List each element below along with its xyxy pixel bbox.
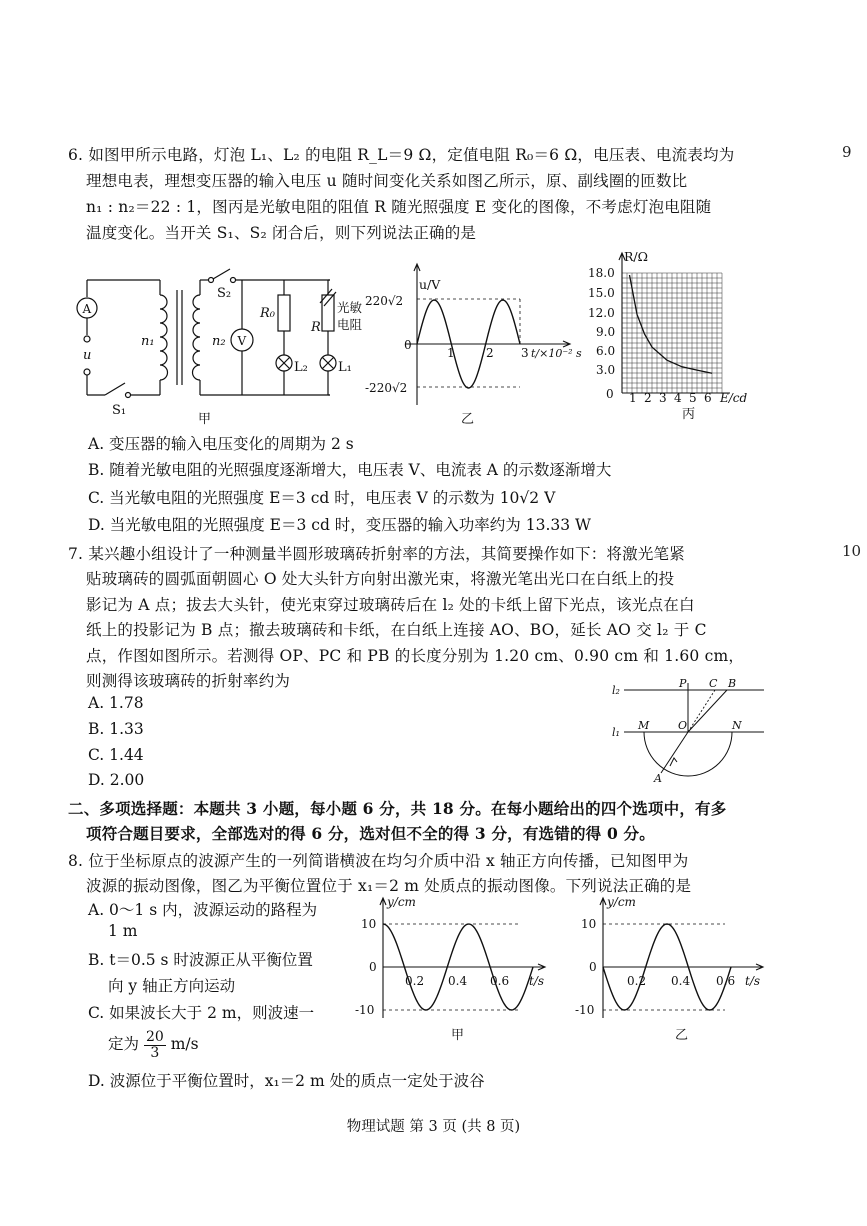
- page-footer: 物理试题 第 3 页 (共 8 页): [346, 1119, 521, 1135]
- q7-stem-line: 点，作图如图所示。若测得 OP、PC 和 PB 的长度分别为 1.20 cm、0.90 cm 和 1.60 cm，: [86, 647, 745, 665]
- x-tick-label: 3: [659, 391, 667, 405]
- y-tick-label: 0: [404, 338, 412, 352]
- x-tick-label: 4: [674, 391, 682, 405]
- y-axis-label: y/cm: [387, 895, 416, 909]
- y-tick-label: 12.0: [588, 306, 615, 320]
- line-label-l2: l₂: [612, 684, 620, 697]
- figure-caption: 甲: [451, 1028, 465, 1043]
- q7-stem-line: 影记为 A 点；拔去大头针，使光束穿过玻璃砖后在 l₂ 处的卡纸上留下光点，该光点在白: [86, 596, 695, 614]
- n2-label: n₂: [212, 334, 226, 349]
- y-tick-label: -10: [575, 1003, 595, 1017]
- section-heading: 项符合题目要求，全部选对的得 6 分，选对但不全的得 3 分，有选错的得 0 分。: [86, 824, 655, 843]
- n1-label: n₁: [141, 334, 155, 349]
- figure-caption: 甲: [198, 412, 212, 427]
- x-tick-label: 1: [629, 391, 637, 405]
- x-tick-label: 0.2: [627, 974, 647, 988]
- fraction: [144, 1030, 166, 1060]
- l2-label: L₂: [294, 360, 308, 375]
- x-tick-label: 5: [689, 391, 697, 405]
- figure-caption: 乙: [461, 412, 475, 427]
- photoresistor-label: 光敏: [337, 300, 363, 315]
- u-label: u: [83, 348, 92, 363]
- x-tick-label: 3: [521, 346, 529, 360]
- ammeter-label: A: [82, 302, 92, 316]
- option-c-prefix: 定为: [108, 1035, 140, 1054]
- voltage-time-chart: [365, 255, 585, 425]
- x-tick-label: 6: [704, 391, 712, 405]
- x-tick-label: 2: [486, 346, 494, 360]
- x-tick-label: 0.6: [716, 974, 736, 988]
- circuit-diagram: [70, 255, 370, 425]
- fraction-denominator: 3: [150, 1044, 160, 1061]
- q7-option-d: D. 2.00: [88, 771, 145, 789]
- q7-stem-line: 7. 某兴趣小组设计了一种测量半圆形玻璃砖折射率的方法，其简要操作如下：将激光笔紧: [68, 545, 685, 563]
- y-axis-label: u/V: [419, 277, 441, 292]
- y-tick-label: 3.0: [596, 363, 616, 377]
- q7-stem-line: 则测得该玻璃砖的折射率约为: [86, 672, 291, 690]
- resistance-illuminance-chart: [580, 245, 770, 420]
- q8-stem-line: 波源的振动图像，图乙为平衡位置位于 x₁＝2 m 处质点的振动图像。下列说法正确的是: [86, 877, 692, 895]
- point-label-a: A: [654, 772, 662, 785]
- y-tick-label: 0: [369, 960, 377, 974]
- q6-option-a: A. 变压器的输入电压变化的周期为 2 s: [88, 435, 354, 453]
- margin-number: 10: [842, 542, 862, 560]
- q7-stem-line: 贴玻璃砖的圆弧面朝圆心 O 处大头针方向射出激光束，将激光笔出光口在白纸上的投: [86, 570, 675, 588]
- wave-chart-yi: [575, 893, 775, 1043]
- r0-label: R₀: [260, 306, 275, 321]
- figure-caption: 丙: [682, 407, 696, 422]
- y-tick-label: 0: [606, 387, 614, 401]
- y-tick-label: 15.0: [588, 286, 615, 300]
- y-tick-label: 6.0: [596, 344, 616, 358]
- line-label-l1: l₁: [612, 726, 620, 739]
- q8-option-c: [108, 1030, 199, 1060]
- s2-label: S₂: [217, 286, 232, 301]
- section-heading: 二、多项选择题：本题共 3 小题，每小题 6 分，共 18 分。在每小题给出的四个选项中，有多: [68, 799, 727, 818]
- q6-stem-line: n₁ : n₂＝22 : 1，图丙是光敏电阻的阻值 R 随光照强度 E 变化的图像，不考虑灯泡电阻随: [86, 198, 712, 216]
- q8-option-b: 向 y 轴正方向运动: [108, 977, 236, 995]
- l1-label: L₁: [338, 360, 352, 375]
- q6-option-c: C. 当光敏电阻的光照强度 E＝3 cd 时，电压表 V 的示数为 10√2 V: [88, 489, 556, 507]
- y-axis-label: R/Ω: [624, 249, 648, 264]
- y-tick-label: 0: [589, 960, 597, 974]
- q7-option-c: C. 1.44: [88, 746, 144, 764]
- voltmeter-label: V: [237, 334, 247, 348]
- point-label-p: P: [679, 677, 687, 690]
- q7-option-a: A. 1.78: [88, 694, 144, 712]
- q6-stem-line: 理想电表，理想变压器的输入电压 u 随时间变化关系如图乙所示，原、副线圈的匝数比: [86, 172, 688, 190]
- y-tick-label: -10: [355, 1003, 375, 1017]
- q8-option-b: B. t＝0.5 s 时波源正从平衡位置: [88, 951, 313, 969]
- q6-stem-line: 6. 如图甲所示电路，灯泡 L₁、L₂ 的电阻 R_L＝9 Ω，定值电阻 R₀＝6 Ω，电压表、电流表均为: [68, 146, 735, 164]
- q8-option-c: C. 如果波长大于 2 m，则波速一: [88, 1004, 315, 1022]
- q7-option-b: B. 1.33: [88, 720, 144, 738]
- point-label-b: B: [728, 677, 737, 690]
- x-axis-label: t/×10⁻² s: [531, 347, 582, 360]
- y-tick-label: 10: [361, 917, 377, 931]
- wave-chart-jia: [355, 893, 555, 1043]
- photoresistor-label: 电阻: [337, 317, 363, 332]
- y-tick-label: 10: [581, 917, 597, 931]
- figure-caption: 乙: [675, 1028, 689, 1043]
- x-tick-label: 0.4: [671, 974, 691, 988]
- y-tick-label: 9.0: [596, 325, 616, 339]
- q6-stem-line: 温度变化。当开关 S₁、S₂ 闭合后，则下列说法正确的是: [86, 224, 477, 242]
- option-c-unit: m/s: [170, 1035, 199, 1054]
- x-axis-label: E/cd: [720, 391, 748, 405]
- x-tick-label: 0.4: [448, 974, 468, 988]
- fraction-numerator: 20: [145, 1029, 164, 1045]
- q6-option-b: B. 随着光敏电阻的光照强度逐渐增大，电压表 V、电流表 A 的示数逐渐增大: [88, 461, 612, 479]
- x-tick-label: 1: [447, 346, 455, 360]
- x-tick-label: 0.2: [405, 974, 425, 988]
- y-tick-label: -220√2: [365, 381, 408, 395]
- point-label-m: M: [638, 719, 650, 732]
- x-axis-label: t/s: [745, 974, 761, 988]
- margin-number: 9: [842, 143, 852, 161]
- r-label: R: [311, 320, 321, 335]
- point-label-c: C: [709, 677, 718, 690]
- refraction-diagram: [612, 678, 772, 788]
- point-label-o: O: [678, 719, 688, 732]
- point-label-n: N: [732, 719, 742, 732]
- q6-option-d: D. 当光敏电阻的光照强度 E＝3 cd 时，变压器的输入功率约为 13.33 W: [88, 516, 591, 534]
- x-tick-label: 0.6: [490, 974, 510, 988]
- y-axis-label: y/cm: [607, 895, 636, 909]
- x-axis-label: t/s: [529, 974, 545, 988]
- q7-stem-line: 纸上的投影记为 B 点；撤去玻璃砖和卡纸，在白纸上连接 AO、BO，延长 AO 交 l₂ 于 C: [86, 621, 707, 639]
- q8-option-a: 1 m: [108, 922, 138, 940]
- y-tick-label: 18.0: [588, 266, 615, 280]
- q8-stem-line: 8. 位于坐标原点的波源产生的一列简谐横波在均匀介质中沿 x 轴正方向传播，已知图甲为: [68, 852, 689, 870]
- x-tick-label: 2: [644, 391, 652, 405]
- q8-option-d: D. 波源位于平衡位置时，x₁＝2 m 处的质点一定处于波谷: [88, 1072, 485, 1090]
- s1-label: S₁: [112, 403, 127, 418]
- y-tick-label: 220√2: [365, 294, 404, 308]
- q8-option-a: A. 0～1 s 内，波源运动的路程为: [88, 901, 318, 919]
